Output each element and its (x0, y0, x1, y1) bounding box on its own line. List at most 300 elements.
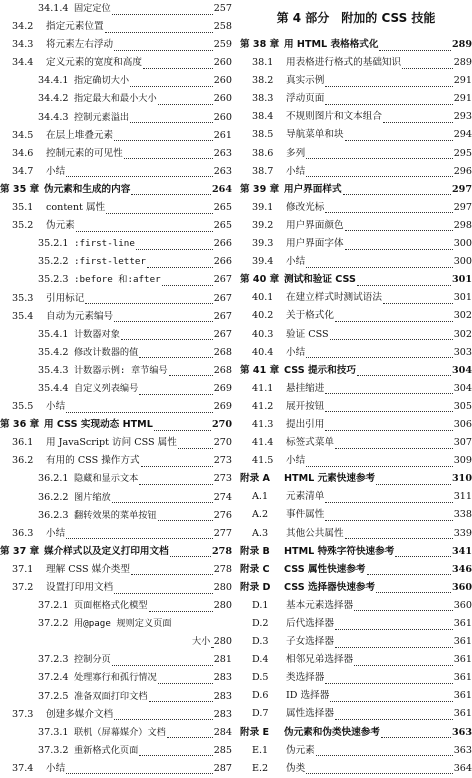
dot-leader (325, 383, 452, 394)
toc-entry-page: 266 (213, 256, 232, 268)
toc-entry-title: 小结 (286, 256, 306, 268)
toc-entry-page: 302 (453, 328, 472, 340)
toc-entry (0, 54, 232, 72)
toc-entry-title: 小结 (46, 401, 66, 413)
toc-entry (0, 163, 232, 181)
dot-leader (141, 456, 213, 467)
toc-chapter-entry (240, 561, 472, 579)
toc-entry-number: 35.1 (12, 202, 34, 214)
toc-entry-title: 导航菜单和块 (286, 129, 344, 141)
toc-entry-number: 37.3 (12, 708, 34, 720)
toc-entry-title: 类选择器 (286, 672, 325, 684)
dot-leader (306, 347, 453, 358)
toc-entry (240, 742, 472, 760)
toc-entry-number: 34.4 (12, 57, 34, 69)
dot-leader (345, 528, 453, 539)
toc-entry-number: 40.4 (252, 346, 274, 358)
toc-entry (0, 199, 232, 217)
toc-entry-page: 280 (213, 600, 232, 612)
dot-leader (158, 510, 213, 521)
dot-leader (139, 745, 212, 756)
toc-entry-title: 小结 (46, 762, 66, 774)
toc-entry-title: 引用标记 (46, 292, 85, 304)
toc-entry-number: D.7 (252, 708, 269, 720)
toc-entry-page: 289 (453, 57, 472, 69)
toc-entry-page: 283 (213, 708, 232, 720)
toc-entry-page: 364 (453, 762, 472, 774)
toc-entry-title: 元素清单 (286, 491, 325, 503)
dot-leader (211, 637, 212, 648)
toc-entry-page: 311 (453, 491, 472, 503)
toc-entry-title: CSS 属性快速参考 (284, 563, 366, 575)
toc-entry-number: D.1 (252, 599, 269, 611)
toc-entry-number: 第 36 章 (0, 419, 40, 431)
toc-entry (240, 54, 472, 72)
toc-entry-number: D.6 (252, 690, 269, 702)
toc-entry-title: :first-line (74, 238, 135, 250)
toc-entry-number: A.3 (252, 527, 269, 539)
toc-entry-title: 提出引用 (286, 418, 325, 430)
dot-leader (114, 583, 213, 594)
toc-entry-title: 理解 CSS 媒介类型 (46, 563, 130, 575)
toc-entry-title: :first-letter (74, 256, 146, 268)
toc-chapter-entry (240, 181, 472, 199)
toc-entry (0, 688, 232, 706)
toc-entry-number: D.2 (252, 618, 269, 629)
toc-entry-page: 360 (453, 599, 472, 611)
toc-entry-number: 第 37 章 (0, 545, 40, 557)
toc-entry (0, 271, 232, 289)
dot-leader (162, 275, 213, 286)
toc-entry (240, 307, 472, 325)
toc-entry-page: 302 (453, 310, 472, 322)
toc-entry-title: 关于格式化 (286, 310, 334, 322)
toc-entry (0, 380, 232, 398)
toc-entry (0, 489, 232, 507)
toc-entry-number: 附录 C (240, 563, 270, 575)
toc-entry (0, 362, 232, 380)
toc-entry-title: 用表格进行格式的基础知识 (286, 57, 402, 69)
toc-left-column (0, 0, 232, 778)
dot-leader (357, 275, 451, 286)
toc-entry (0, 615, 232, 633)
toc-entry-number: 37.3.1 (38, 726, 69, 738)
toc-entry-page: 303 (453, 346, 472, 358)
toc-entry (240, 416, 472, 434)
toc-entry-page: 281 (213, 654, 232, 666)
toc-entry-number: 34.7 (12, 165, 34, 177)
toc-entry (240, 235, 472, 253)
dot-leader (130, 76, 213, 87)
toc-entry-number: 38.5 (252, 129, 274, 141)
dot-leader (395, 546, 451, 557)
dot-leader (170, 546, 211, 557)
toc-entry-number: 36.1 (12, 437, 34, 449)
toc-entry-page: 338 (453, 509, 472, 521)
toc-entry-title: content 属性 (46, 202, 106, 214)
toc-entry-page: 360 (451, 581, 472, 593)
toc-entry-number: 35.4.4 (38, 382, 69, 394)
dot-leader (325, 420, 452, 431)
toc-entry-number: 41.4 (252, 437, 274, 449)
dot-leader (335, 637, 453, 648)
toc-entry-page: 309 (453, 455, 472, 467)
toc-entry (240, 398, 472, 416)
toc-entry-page: 346 (451, 563, 472, 575)
toc-entry (0, 724, 232, 742)
toc-entry-title: 媒介样式以及定义打印用文档 (44, 545, 169, 557)
toc-entry-number: 35.2.3 (38, 274, 69, 286)
toc-entry-page: 284 (213, 726, 232, 738)
dot-leader (402, 58, 453, 69)
toc-entry-page: 267 (213, 292, 232, 304)
toc-entry (240, 72, 472, 90)
toc-entry (0, 344, 232, 362)
dot-leader (345, 239, 453, 250)
toc-entry-number: 38.6 (252, 147, 274, 159)
toc-entry-page: 291 (453, 75, 472, 87)
dot-leader (306, 456, 453, 467)
dot-leader (325, 94, 452, 105)
toc-entry-page: 310 (451, 473, 472, 485)
toc-entry-title: 相邻兄弟选择器 (286, 654, 354, 666)
dot-leader (147, 257, 213, 268)
dot-leader (376, 474, 451, 485)
toc-entry-number: 41.3 (252, 418, 274, 430)
toc-entry-number: 38.3 (252, 93, 274, 105)
dot-leader (325, 76, 452, 87)
toc-entry-title: 用户界面颜色 (286, 219, 344, 231)
toc-entry-title: 小结 (286, 346, 306, 358)
toc-entry-number: A.1 (252, 491, 269, 503)
toc-entry-number: 37.2.1 (38, 600, 69, 612)
toc-entry-number: 40.2 (252, 310, 274, 322)
toc-entry-title: 定义元素的宽度和高度 (46, 57, 142, 69)
toc-entry-number: 40.3 (252, 328, 274, 340)
toc-entry-page: 260 (213, 75, 232, 87)
toc-entry-title: 修改光标 (286, 201, 325, 213)
toc-entry-page: 298 (453, 219, 472, 231)
toc-entry-page: 278 (211, 545, 232, 557)
toc-entry-page: 339 (453, 527, 472, 539)
toc-entry-page: 268 (213, 346, 232, 358)
toc-entry (0, 326, 232, 344)
toc-entry (240, 145, 472, 163)
toc-entry-title: 大小 (192, 636, 211, 648)
dot-leader (114, 130, 213, 141)
toc-entry-page: 269 (213, 401, 232, 413)
dot-leader (106, 203, 213, 214)
toc-entry-page: 283 (213, 690, 232, 702)
toc-entry-title: 自动为元素编号 (46, 310, 114, 322)
toc-entry-page: 300 (453, 256, 472, 268)
toc-entry-page: 361 (453, 672, 472, 684)
toc-entry-number: 35.3 (12, 292, 34, 304)
toc-right-column (240, 0, 472, 778)
dot-leader (376, 582, 451, 593)
dot-leader (325, 673, 452, 684)
dot-leader (343, 184, 451, 195)
toc-chapter-entry (0, 543, 232, 561)
toc-entry-page: 264 (211, 183, 232, 195)
toc-chapter-entry (240, 543, 472, 561)
dot-leader (169, 365, 213, 376)
toc-entry-title: 小结 (286, 165, 306, 177)
toc-entry (0, 0, 232, 18)
toc-entry (0, 72, 232, 90)
toc-entry-page: 260 (213, 57, 232, 69)
dot-leader (149, 601, 213, 612)
toc-entry-title: HTML 元素快速参考 (284, 473, 376, 485)
toc-entry-title: 子女选择器 (286, 636, 334, 648)
toc-entry-number: A.2 (252, 509, 269, 521)
toc-entry (240, 434, 472, 452)
toc-entry-number: 37.3.2 (38, 744, 69, 756)
toc-entry-page: 304 (453, 382, 472, 394)
dot-leader (124, 148, 213, 159)
toc-entry-number: 36.2.1 (38, 473, 69, 485)
toc-entry-page: 291 (453, 93, 472, 105)
toc-entry-page: 277 (213, 527, 232, 539)
dot-leader (381, 727, 451, 738)
toc-entry (240, 380, 472, 398)
toc-entry-number: 第 39 章 (240, 183, 280, 195)
toc-entry-page: 276 (213, 509, 232, 521)
toc-entry-page: 260 (213, 111, 232, 123)
toc-entry-page: 267 (213, 328, 232, 340)
toc-entry-title: 多列 (286, 147, 306, 159)
toc-entry (240, 217, 472, 235)
toc-entry-number: 第 41 章 (240, 364, 280, 376)
dot-leader (354, 600, 453, 611)
toc-entry-number: 39.4 (252, 256, 274, 268)
toc-entry-page: 259 (213, 39, 232, 51)
toc-entry (240, 253, 472, 271)
toc-entry-title: 指定确切大小 (74, 75, 130, 87)
toc-entry-title: 测试和验证 CSS (284, 274, 356, 286)
dot-leader (121, 329, 213, 340)
toc-entry-page: 261 (213, 129, 232, 141)
toc-entry-page: 361 (453, 618, 472, 629)
toc-chapter-entry (240, 724, 472, 742)
toc-entry (240, 597, 472, 615)
dot-leader (325, 510, 452, 521)
toc-entry-title: 不规则图片和文本组合 (286, 111, 382, 123)
toc-entry-title: 用 JavaScript 访问 CSS 属性 (46, 437, 177, 449)
toc-entry (240, 344, 472, 362)
toc-entry (0, 235, 232, 253)
dot-leader (167, 727, 213, 738)
toc-entry (0, 290, 232, 308)
toc-entry (240, 90, 472, 108)
toc-chapter-entry (240, 579, 472, 597)
toc-entry-number: 38.4 (252, 111, 274, 123)
toc-entry-page: 260 (213, 93, 232, 105)
toc-entry (240, 615, 472, 633)
toc-entry-number: 34.4.2 (38, 93, 69, 105)
toc-entry-page: 305 (453, 400, 472, 412)
toc-entry (0, 145, 232, 163)
dot-leader (325, 401, 452, 412)
dot-leader (66, 402, 213, 413)
toc-entry-title: 控制元素溢出 (74, 111, 130, 123)
toc-chapter-entry (0, 181, 232, 199)
toc-entry-number: 41.2 (252, 400, 274, 412)
toc-entry-title: 自定义列表编号 (74, 382, 139, 394)
toc-entry-title: 小结 (286, 455, 306, 467)
toc-entry-page: 294 (453, 129, 472, 141)
dot-leader (178, 438, 213, 449)
toc-entry-title: 图片缩放 (74, 491, 111, 503)
toc-entry-number: 35.2.1 (38, 238, 69, 250)
toc-entry-page: 273 (213, 455, 232, 467)
toc-entry-number: 34.5 (12, 129, 34, 141)
toc-entry (240, 488, 472, 506)
toc-entry-number: 36.3 (12, 527, 34, 539)
dot-leader (383, 112, 453, 123)
toc-entry-title: 控制元素的可见性 (46, 147, 123, 159)
dot-leader (76, 221, 213, 232)
toc-entry-title: 悬挂缩进 (286, 382, 325, 394)
toc-entry (0, 253, 232, 271)
toc-entry-page: 301 (453, 292, 472, 304)
toc-entry-title: ID 选择器 (286, 690, 330, 702)
toc-entry-number: 附录 E (240, 726, 270, 738)
dot-leader (85, 293, 212, 304)
toc-entry-page: 265 (213, 220, 232, 232)
toc-entry-number: 37.2.4 (38, 672, 69, 684)
dot-leader (383, 293, 453, 304)
dot-leader (335, 311, 453, 322)
toc-entry (240, 506, 472, 524)
toc-entry-page: 267 (213, 274, 232, 286)
toc-entry-page: 304 (451, 364, 472, 376)
toc-entry-title: 将元素左右浮动 (46, 39, 114, 51)
toc-entry (0, 507, 232, 525)
toc-entry-page: 297 (451, 183, 472, 195)
toc-entry (240, 452, 472, 470)
toc-entry-page: 269 (213, 382, 232, 394)
dot-leader (306, 763, 453, 774)
toc-entry-number: 39.2 (252, 219, 274, 231)
toc-entry-number: D.3 (252, 636, 269, 648)
toc-entry-title: :before 和:after (74, 274, 161, 286)
toc-entry-title: 其他公共属性 (286, 527, 344, 539)
toc-entry-number: E.1 (252, 744, 269, 756)
dot-leader (139, 474, 212, 485)
toc-entry (240, 525, 472, 543)
toc-entry-title: 指定元素位置 (46, 21, 104, 33)
toc-entry-title: 用 HTML 表格格式化 (284, 39, 379, 50)
toc-entry-number: 第 40 章 (240, 274, 280, 286)
toc-entry-page: 266 (213, 238, 232, 250)
dot-leader (114, 40, 213, 51)
toc-entry (240, 108, 472, 126)
toc-entry-title: 隐藏和显示文本 (74, 473, 139, 485)
toc-entry-title: CSS 选择器快速参考 (284, 581, 376, 593)
dot-leader (105, 22, 213, 33)
toc-entry-page: 307 (453, 437, 472, 449)
toc-entry (0, 597, 232, 615)
toc-entry (240, 126, 472, 144)
toc-entry-number: 36.2.3 (38, 509, 69, 521)
toc-entry-title: 页面框格式化模型 (74, 600, 148, 612)
toc-entry-page: 295 (453, 147, 472, 159)
toc-chapter-entry (240, 271, 472, 289)
toc-entry (0, 706, 232, 724)
dot-leader (136, 239, 213, 250)
toc-entry-page: 270 (213, 437, 232, 449)
toc-entry-title: 修改计数器的值 (74, 346, 139, 358)
toc-entry-title: 后代选择器 (286, 618, 334, 629)
toc-entry-page: 265 (213, 202, 232, 214)
toc-entry-title: 准备双面打印文档 (74, 690, 148, 702)
toc-entry-title: 在层上堆叠元素 (46, 129, 114, 141)
toc-entry (240, 326, 472, 344)
dot-leader (131, 564, 213, 575)
toc-entry-number: 39.1 (252, 201, 274, 213)
dot-leader (306, 148, 453, 159)
toc-entry-number: 34.3 (12, 39, 34, 51)
toc-entry-page: 363 (453, 744, 472, 756)
toc-entry-title: 固定定位 (74, 3, 111, 14)
toc-entry-page: 293 (453, 111, 472, 123)
toc-entry (0, 127, 232, 145)
toc-entry-page: 285 (213, 744, 232, 756)
dot-leader (335, 619, 453, 630)
dot-leader (66, 763, 213, 774)
dot-leader (330, 329, 453, 340)
toc-entry-number: 35.2 (12, 220, 34, 232)
toc-entry-page: 363 (451, 726, 472, 738)
toc-entry-title: 小结 (46, 527, 66, 539)
dot-leader (354, 655, 453, 666)
dot-leader (139, 347, 212, 358)
toc-entry (240, 199, 472, 217)
toc-entry-page: 263 (213, 147, 232, 159)
toc-entry-title: 伪元素 (286, 744, 315, 756)
toc-entry-title: 用@page 规则定义页面 (74, 618, 172, 630)
toc-entry-number: 35.2.2 (38, 256, 69, 268)
toc-chapter-entry (240, 470, 472, 488)
toc-entry-title: 在建立样式时测试语法 (286, 292, 382, 304)
toc-entry-page: 258 (213, 21, 232, 33)
toc-entry-number: 41.1 (252, 382, 274, 394)
toc-entry-title: 计数器对象 (74, 328, 120, 340)
toc-entry-number: 34.1.4 (38, 3, 69, 14)
toc-entry-title: 伪元素和生成的内容 (44, 183, 131, 195)
dot-leader (306, 257, 453, 268)
toc-entry-number: 36.2.2 (38, 491, 69, 503)
dot-leader (357, 365, 451, 376)
toc-entry-number: 34.6 (12, 147, 34, 159)
toc-entry-number: 37.2 (12, 582, 34, 593)
toc-entry-number: E.2 (252, 762, 269, 774)
toc-entry-title: 浮动页面 (286, 93, 325, 105)
toc-entry-title: 基本元素选择器 (286, 599, 354, 611)
toc-entry-page: 257 (213, 3, 232, 14)
toc-entry-number: 35.4.3 (38, 364, 69, 376)
dot-leader (114, 311, 213, 322)
toc-entry (240, 633, 472, 651)
toc-entry-title: 计数器示例: 章节编号 (74, 364, 168, 376)
toc-entry-page: 268 (213, 364, 232, 376)
toc-entry (0, 561, 232, 579)
toc-entry-page: 280 (213, 582, 232, 593)
toc-entry (0, 90, 232, 108)
part-title: 第 4 部分 附加的 CSS 技能 (276, 11, 436, 25)
toc-entry-title: 事件属性 (286, 509, 325, 521)
